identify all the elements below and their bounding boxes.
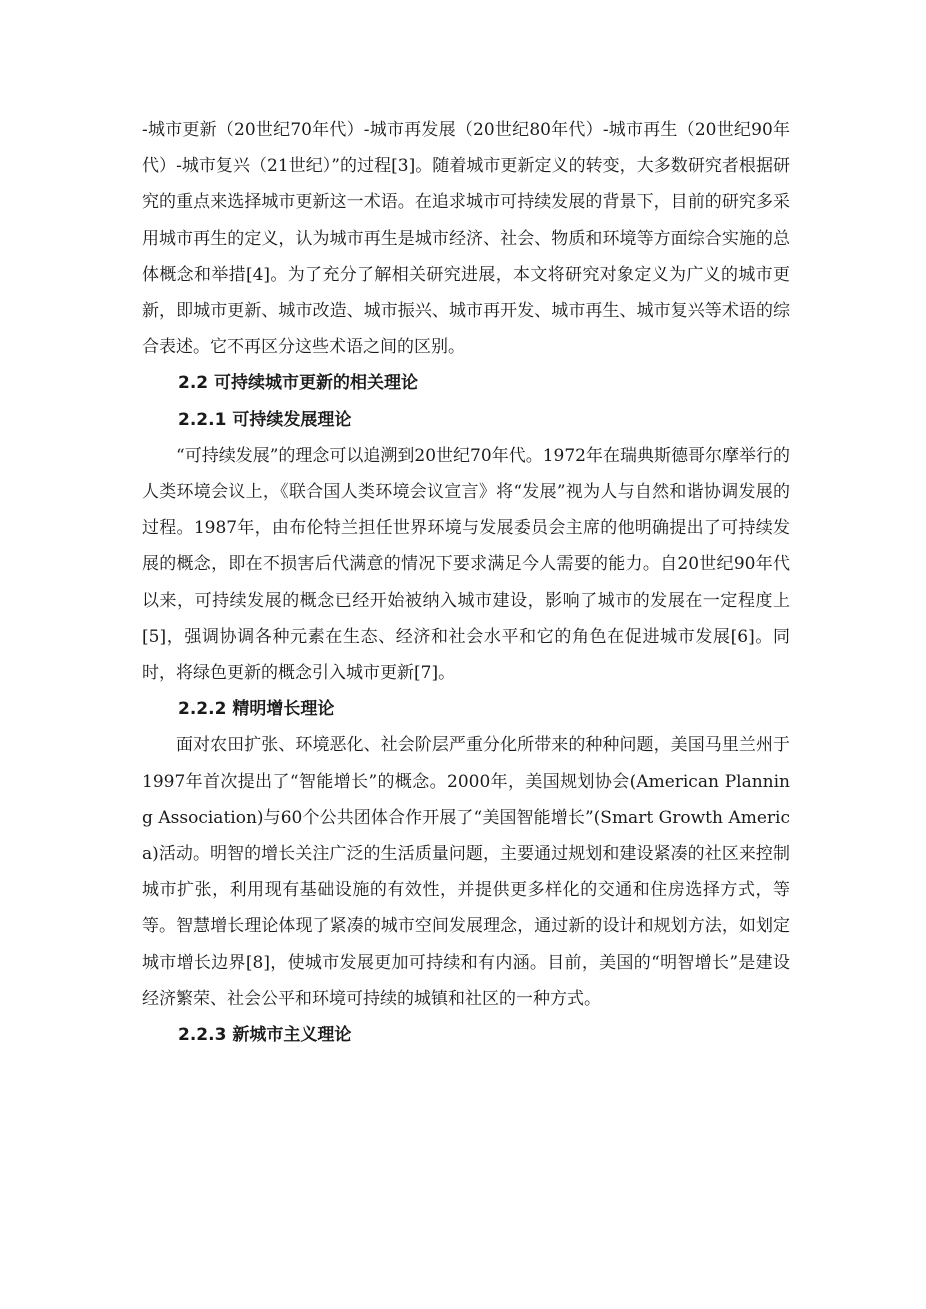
section-heading-2-2: 2.2 可持续城市更新的相关理论 xyxy=(178,373,419,394)
subsection-heading-2-2-2: 2.2.2 精明增长理论 xyxy=(178,699,335,720)
paragraph-smart-growth: 面对农田扩张、环境恶化、社会阶层严重分化所带来的种种问题，美国马里兰州于1997年首次提出了“智能增长”的概念。2000年，美国规划协会(American Planning Association)与60个公共团体合作开展了“美国智能增长”(Smart Growth America)活动。明智的增长关注广泛的生活质量问题，主要通过规划和建设紧凑的社区来控制城市扩张，利用现有基础设施的有效性，并提供更多样化的交通和住房选择方式，等等。智慧增长理论体现了紧凑的城市空间发展理念，通过新的设计和规划方法，如划定城市增长边界[8]，使城市发展更加可持续和有内涵。目前，美国的“明智增长”是建设经济繁荣、社会公平和环境可持续的城镇和社区的一种方式。 xyxy=(142,735,790,1009)
subsection-heading-2-2-3: 2.2.3 新城市主义理论 xyxy=(178,1025,352,1046)
document-page xyxy=(142,112,790,1053)
paragraph-urban-renewal-terms: -城市更新（20世纪70年代）-城市再发展（20世纪80年代）-城市再生（20世纪90年代）-城市复兴（21世纪）”的过程[3]。随着城市更新定义的转变，大多数研究者根据研究的重点来选择城市更新这一术语。在追求城市可持续发展的背景下，目前的研究多采用城市再生的定义，认为城市再生是城市经济、社会、物质和环境等方面综合实施的总体概念和举措[4]。为了充分了解相关研究进展，本文将研究对象定义为广义的城市更新，即城市更新、城市改造、城市振兴、城市再开发、城市再生、城市复兴等术语的综合表述。它不再区分这些术语之间的区别。 xyxy=(142,120,790,358)
subsection-heading-2-2-1: 2.2.1 可持续发展理论 xyxy=(178,409,352,430)
paragraph-sustainable-development: “可持续发展”的理念可以追溯到20世纪70年代。1972年在瑞典斯德哥尔摩举行的人类环境会议上，《联合国人类环境会议宣言》将“发展”视为人与自然和谐协调发展的过程。1987年，由布伦特兰担任世界环境与发展委员会主席的他明确提出了可持续发展的概念，即在不损害后代满意的情况下要求满足今人需要的能力。自20世纪90年代以来，可持续发展的概念已经开始被纳入城市建设，影响了城市的发展在一定程度上[5]，强调协调各种元素在生态、经济和社会水平和它的角色在促进城市发展[6]。同时，将绿色更新的概念引入城市更新[7]。 xyxy=(142,445,790,684)
